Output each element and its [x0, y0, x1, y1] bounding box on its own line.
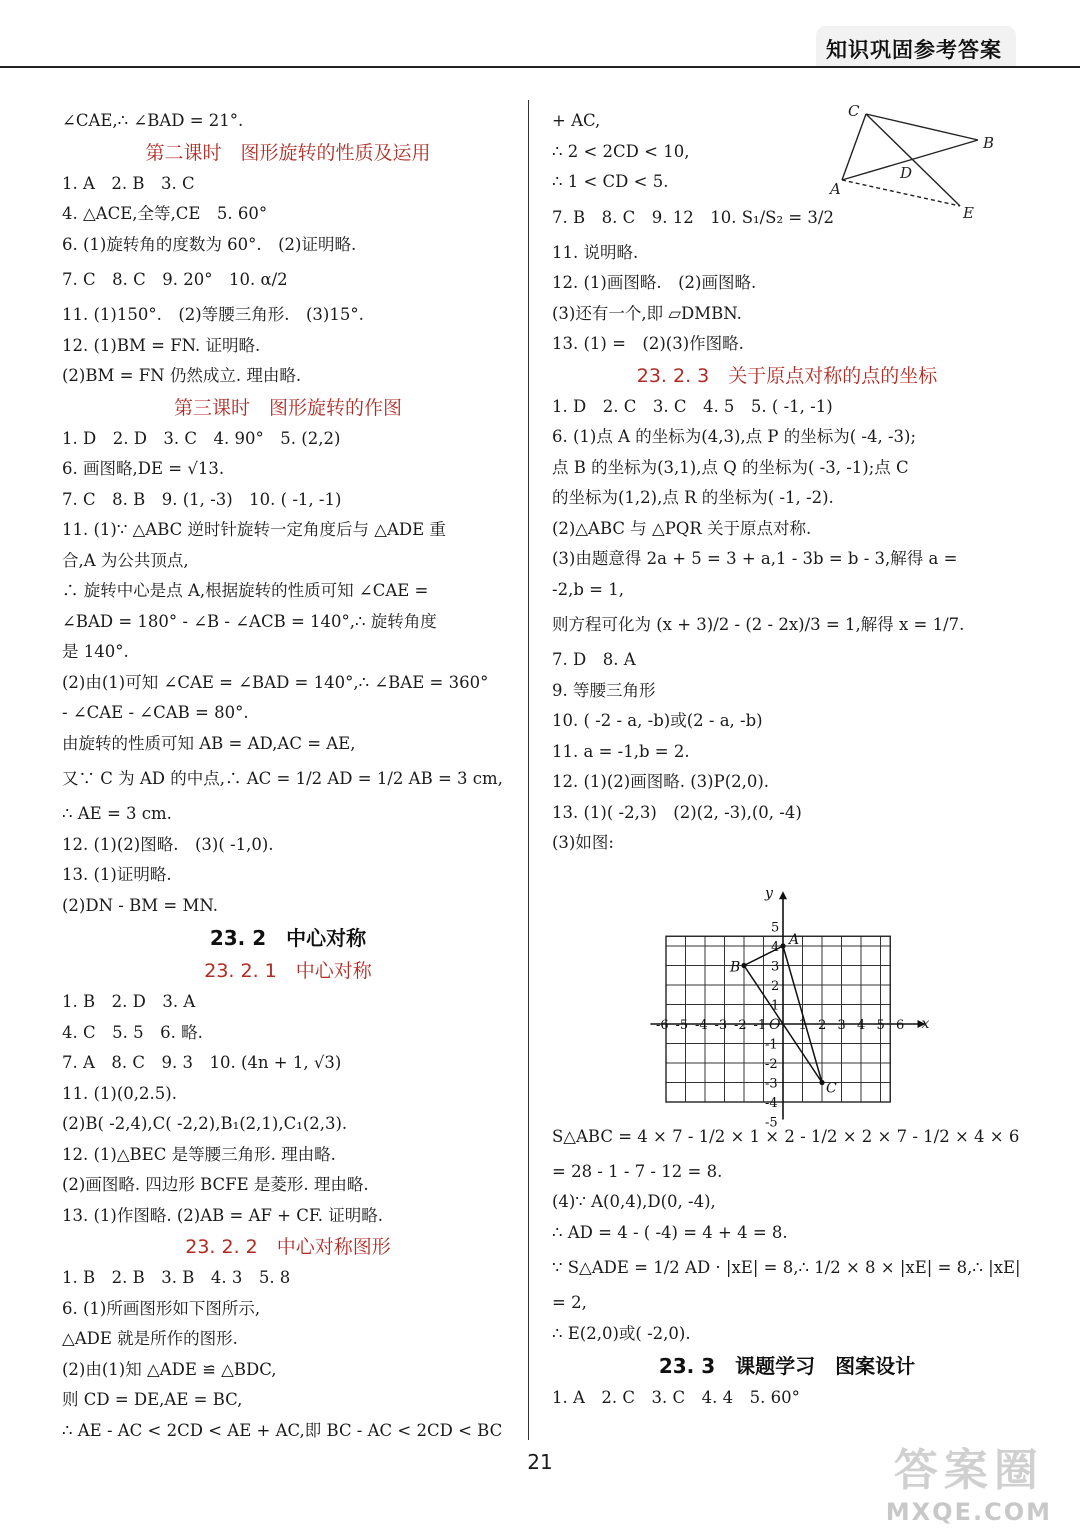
answer-line: (4)∵ A(0,4),D(0, -4), — [552, 1192, 716, 1211]
answer-line: (2)B( -2,4),C( -2,2),B₁(2,1),C₁(2,3). — [62, 1114, 348, 1133]
label-b: B — [983, 134, 995, 152]
answer-line: ∴ 旋转中心是点 A,根据旋转的性质可知 ∠CAE = — [62, 581, 429, 600]
answer-line: -2,b = 1, — [552, 579, 624, 599]
answer-line: 10. ( -2 - a, -b)或(2 - a, -b) — [552, 711, 763, 730]
y-tick-label: -2 — [765, 1057, 778, 1072]
x-tick-label: 6 — [896, 1018, 905, 1033]
answer-line: 的坐标为(1,2),点 R 的坐标为( -1, -2). — [552, 488, 834, 507]
answer-line: 7. B 8. C 9. 12 10. S₁/S₂ = 3/2 — [552, 207, 834, 227]
label-d: D — [900, 164, 913, 182]
answer-line: ∠CAE,∴ ∠BAD = 21°. — [62, 111, 244, 130]
answer-line: 11. a = -1,b = 2. — [552, 741, 690, 761]
point-b — [741, 963, 746, 968]
answer-line: 则方程可化为 (x + 3)/2 - (2 - 2x)/3 = 1,解得 x = 1/7. — [552, 615, 965, 634]
answer-line: 点 B 的坐标为(3,1),点 Q 的坐标为( -3, -1);点 C — [552, 457, 909, 477]
answer-line: 由旋转的性质可知 AB = AD,AC = AE, — [62, 733, 356, 753]
x-tick-label: -4 — [695, 1018, 708, 1033]
y-tick-label: -3 — [765, 1076, 778, 1092]
answer-line: △ADE 就是所作的图形. — [62, 1329, 238, 1348]
watermark-main: 答案圈 — [893, 1445, 1044, 1496]
label-c: C — [848, 102, 860, 120]
answer-line: 7. A 8. C 9. 3 10. (4n + 1, √3) — [62, 1053, 342, 1072]
answer-line: S△ABC = 4 × 7 - 1/2 × 1 × 2 - 1/2 × 2 × 7 - 1/2 × 4 × 6 — [552, 1126, 1020, 1146]
x-tick-label: -6 — [656, 1018, 669, 1033]
answer-line: 6. (1)旋转角的度数为 60°. (2)证明略. — [62, 234, 357, 254]
watermark-sub: MXQE.COM — [885, 1498, 1052, 1526]
answer-line: 是 140°. — [62, 642, 129, 661]
watermark — [886, 1434, 1052, 1526]
left-column — [62, 106, 514, 1446]
chapter-heading: 23. 3 课题学习 图案设计 — [658, 1354, 916, 1378]
x-tick-label: 4 — [857, 1018, 866, 1033]
answer-line: 12. (1)BM = FN. 证明略. — [62, 335, 261, 355]
answer-line: (3)如图: — [552, 833, 614, 852]
answer-line: 13. (1)( -2,3) (2)(2, -3),(0, -4) — [552, 802, 802, 822]
x-tick-label: 5 — [876, 1018, 885, 1033]
answer-line: 1. A 2. B 3. C — [62, 173, 195, 193]
page-number: 21 — [527, 1450, 553, 1474]
answer-line: 6. (1)点 A 的坐标为(4,3),点 P 的坐标为( -4, -3); — [552, 427, 917, 446]
triangle-figure — [820, 100, 1005, 230]
point-label-a: A — [789, 932, 800, 948]
y-tick-label: 3 — [771, 959, 780, 975]
x-axis-label: x — [921, 1016, 930, 1032]
header-rule — [0, 66, 1080, 68]
point-a — [780, 943, 785, 948]
answer-line: = 2, — [552, 1293, 587, 1312]
answer-line: 1. A 2. C 3. C 4. 4 5. 60° — [552, 1388, 800, 1407]
answer-line: 12. (1)△BEC 是等腰三角形. 理由略. — [62, 1144, 336, 1164]
answer-line: 又∵ C 为 AD 的中点,∴ AC = 1/2 AD = 1/2 AB = 3 cm, — [62, 769, 503, 788]
answer-line: 4. C 5. 5 6. 略. — [62, 1022, 203, 1042]
answer-line: ∴ E(2,0)或( -2,0). — [552, 1323, 691, 1343]
answer-line: 13. (1)作图略. (2)AB = AF + CF. 证明略. — [62, 1205, 383, 1225]
section-heading: 第三课时 图形旋转的作图 — [173, 396, 402, 419]
answer-line: (2)由(1)可知 ∠CAE = ∠BAD = 140°,∴ ∠BAE = 360° — [62, 672, 489, 692]
answer-line: 6. (1)所画图形如下图所示, — [62, 1298, 261, 1318]
answer-line: 13. (1)证明略. — [62, 865, 172, 884]
point-c — [819, 1080, 824, 1085]
answer-line: - ∠CAE - ∠CAB = 80°. — [62, 703, 249, 722]
label-e: E — [963, 204, 974, 222]
right-column — [552, 106, 1022, 1414]
answer-line: 1. D 2. D 3. C 4. 90° 5. (2,2) — [62, 428, 341, 448]
answer-line: 11. (1)∵ △ABC 逆时针旋转一定角度后与 △ADE 重 — [62, 520, 446, 539]
answer-line: 1. B 2. B 3. B 4. 3 5. 8 — [62, 1268, 291, 1287]
coordinate-grid-figure — [640, 888, 930, 1128]
x-tick-label: 3 — [837, 1018, 846, 1033]
section-heading: 第二课时 图形旋转的性质及运用 — [145, 141, 431, 164]
x-tick-label: 2 — [818, 1018, 827, 1033]
header-title: 知识巩固参考答案 — [826, 38, 1002, 62]
answer-line: ∵ S△ADE = 1/2 AD · |xE| = 8,∴ 1/2 × 8 × |xE| = 8,∴ |xE| — [552, 1258, 1021, 1277]
answer-line: (2)BM = FN 仍然成立. 理由略. — [62, 366, 302, 385]
label-a: A — [830, 180, 841, 198]
answer-line: 合,A 为公共顶点, — [62, 550, 189, 570]
point-label-c: C — [826, 1080, 837, 1097]
answer-line: (2)由(1)知 △ADE ≌ △BDC, — [62, 1359, 277, 1379]
answer-line: (3)还有一个,即 ▱DMBN. — [552, 303, 742, 323]
answer-line: 7. D 8. A — [552, 650, 636, 669]
x-tick-label: -3 — [714, 1018, 728, 1033]
answer-line: 11. (1)(0,2.5). — [62, 1083, 177, 1103]
answer-line: (3)由题意得 2a + 5 = 3 + a,1 - 3b = b - 3,解得 a = — [552, 549, 958, 568]
answer-line: (2)画图略. 四边形 BCFE 是菱形. 理由略. — [62, 1175, 369, 1194]
x-tick-label: -5 — [675, 1018, 689, 1033]
answer-line: 1. D 2. C 3. C 4. 5 5. ( -1, -1) — [552, 396, 833, 416]
answer-line: 6. 画图略,DE = √13. — [62, 459, 225, 478]
answer-line: 4. △ACE,全等,CE 5. 60° — [62, 204, 268, 223]
answer-line: 9. 等腰三角形 — [552, 680, 656, 700]
y-axis-label: y — [765, 888, 773, 902]
answer-line: 13. (1) = (2)(3)作图略. — [552, 334, 744, 353]
answer-line: ∴ 2 < 2CD < 10, — [552, 141, 690, 161]
y-tick-label: 4 — [771, 940, 780, 955]
answer-line: (2)DN - BM = MN. — [62, 895, 218, 915]
answer-line: + AC, — [552, 111, 601, 130]
answer-line: 11. (1)150°. (2)等腰三角形. (3)15°. — [62, 305, 364, 324]
answer-line: ∴ AE = 3 cm. — [62, 804, 172, 823]
point-label-b: B — [730, 959, 741, 976]
answer-line: ∴ 1 < CD < 5. — [552, 172, 669, 191]
y-tick-label: -5 — [765, 1115, 778, 1128]
answer-line: = 28 - 1 - 7 - 12 = 8. — [552, 1161, 723, 1181]
x-tick-label: -1 — [753, 1018, 767, 1033]
y-tick-label: 5 — [771, 920, 780, 936]
answer-line: 7. C 8. C 9. 20° 10. α/2 — [62, 270, 288, 289]
answer-line: ∴ AD = 4 - ( -4) = 4 + 4 = 8. — [552, 1222, 788, 1242]
section-heading: 23. 2. 2 中心对称图形 — [185, 1236, 391, 1258]
answer-line: 1. B 2. D 3. A — [62, 992, 196, 1011]
y-tick-label: 1 — [771, 998, 780, 1014]
x-tick-label: -2 — [734, 1018, 747, 1033]
answer-line: 11. 说明略. — [552, 242, 639, 262]
y-tick-label: 2 — [771, 979, 780, 994]
section-heading: 23. 2. 1 中心对称 — [204, 960, 372, 982]
answer-line: 12. (1)(2)画图略. (3)P(2,0). — [552, 772, 770, 791]
chapter-heading: 23. 2 中心对称 — [209, 926, 367, 950]
answer-line: 12. (1)画图略. (2)画图略. — [552, 273, 757, 292]
y-axis-arrow — [779, 891, 787, 899]
answer-line: ∴ AE - AC < 2CD < AE + AC,即 BC - AC < 2CD < BC — [62, 1420, 503, 1440]
origin-label: O — [769, 1017, 781, 1033]
x-tick-label: 1 — [798, 1018, 807, 1033]
y-tick-label: -1 — [765, 1037, 778, 1053]
answer-line: 则 CD = DE,AE = BC, — [62, 1390, 243, 1409]
column-divider — [528, 100, 529, 1440]
answer-line: 7. C 8. B 9. (1, -3) 10. ( -1, -1) — [62, 489, 342, 509]
answer-line: 12. (1)(2)图略. (3)( -1,0). — [62, 834, 274, 854]
answer-line: ∠BAD = 180° - ∠B - ∠ACB = 140°,∴ 旋转角度 — [62, 611, 437, 631]
y-tick-label: -4 — [765, 1096, 778, 1111]
answer-line: (2)△ABC 与 △PQR 关于原点对称. — [552, 518, 812, 538]
section-heading: 23. 2. 3 关于原点对称的点的坐标 — [636, 364, 938, 387]
